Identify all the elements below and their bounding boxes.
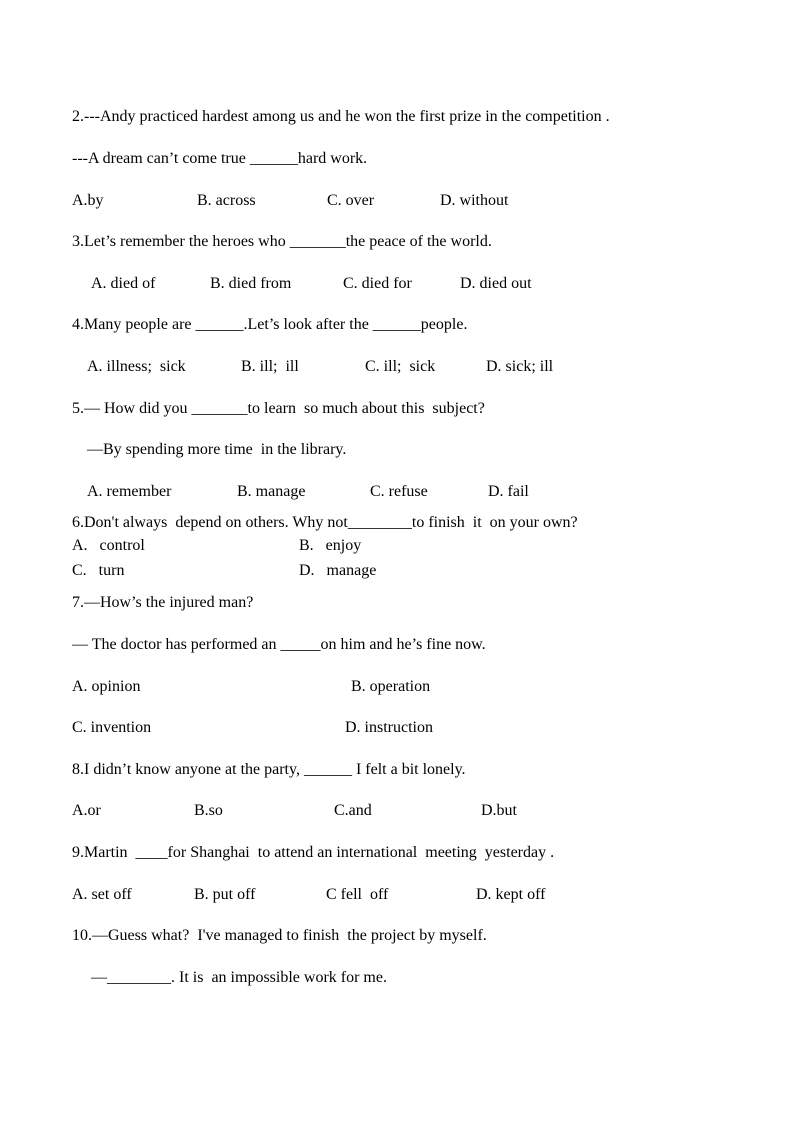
question-2-option-c: C. over	[327, 192, 375, 209]
question-4-option-a: A. illness; sick	[87, 358, 186, 375]
question-6-option-d: D. manage	[299, 562, 377, 579]
question-3-option-d: D. died out	[460, 275, 532, 292]
question-5-reply: —By spending more time in the library.	[87, 441, 347, 458]
question-7-option-d: D. instruction	[345, 719, 433, 736]
question-3-option-b: B. died from	[210, 275, 292, 292]
question-2-option-b: B. across	[197, 192, 256, 209]
question-8-option-c: C.and	[334, 802, 372, 819]
question-8-option-a: A.or	[72, 802, 101, 819]
question-4-option-c: C. ill; sick	[365, 358, 436, 375]
question-8-stem: 8.I didn’t know anyone at the party, ______ I felt a bit lonely.	[72, 761, 466, 778]
question-2-option-a: A.by	[72, 192, 104, 209]
question-10-stem: 10.—Guess what? I've managed to finish the project by myself.	[72, 927, 487, 944]
question-7-stem: 7.—How’s the injured man?	[72, 594, 254, 611]
question-5-option-c: C. refuse	[370, 483, 428, 500]
question-9-option-c: C fell off	[326, 886, 389, 903]
question-8-option-d: D.but	[481, 802, 517, 819]
question-9-stem: 9.Martin ____for Shanghai to attend an international meeting yesterday .	[72, 844, 555, 861]
question-9-option-b: B. put off	[194, 886, 256, 903]
question-2-reply: ---A dream can’t come true ______hard work.	[72, 150, 368, 167]
question-5-stem: 5.— How did you _______to learn so much about this subject?	[72, 400, 485, 417]
question-7-reply: — The doctor has performed an _____on him and he’s fine now.	[72, 636, 486, 653]
question-6-option-c: C. turn	[72, 562, 125, 579]
question-4-option-d: D. sick; ill	[486, 358, 554, 375]
question-4-stem: 4.Many people are ______.Let’s look after the ______people.	[72, 316, 468, 333]
question-6-option-b: B. enjoy	[299, 537, 362, 554]
question-2-option-d: D. without	[440, 192, 509, 209]
question-7-option-a: A. opinion	[72, 678, 141, 695]
question-4-option-b: B. ill; ill	[241, 358, 299, 375]
question-5-option-b: B. manage	[237, 483, 306, 500]
question-5-option-d: D. fail	[488, 483, 529, 500]
question-3-option-c: C. died for	[343, 275, 412, 292]
question-9-option-a: A. set off	[72, 886, 132, 903]
question-7-option-b: B. operation	[351, 678, 431, 695]
question-10-reply: —________. It is an impossible work for me.	[91, 969, 387, 986]
question-6-option-a: A. control	[72, 537, 145, 554]
question-6-stem: 6.Don't always depend on others. Why not________to finish it on your own?	[72, 514, 578, 531]
question-3-option-a: A. died of	[91, 275, 156, 292]
question-2-stem: 2.---Andy practiced hardest among us and he won the first prize in the competition .	[72, 108, 610, 125]
question-5-option-a: A. remember	[87, 483, 172, 500]
question-3-stem: 3.Let’s remember the heroes who _______the peace of the world.	[72, 233, 492, 250]
question-7-option-c: C. invention	[72, 719, 152, 736]
question-9-option-d: D. kept off	[476, 886, 546, 903]
question-8-option-b: B.so	[194, 802, 223, 819]
